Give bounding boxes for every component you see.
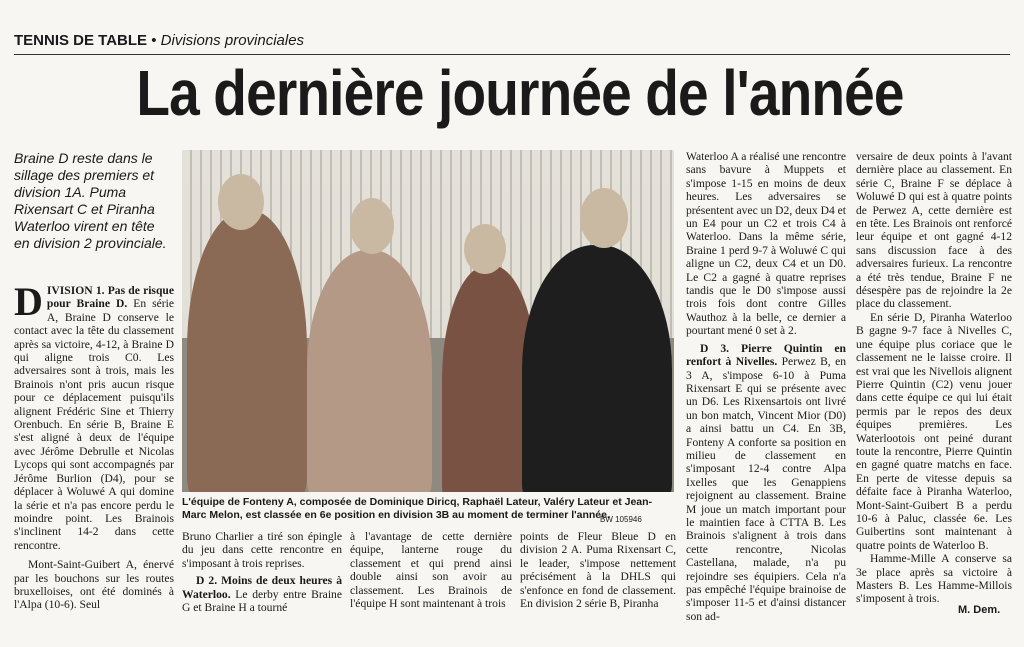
paragraph-text: Le derby entre Braine G et Braine H a tourné [182,587,342,615]
paragraph: points de Fleur Bleue D en division 2 A. Puma Rixensart C, le leader, s'impose nettement précisément à la DHLS qui s'enfonce en fond de classement. En division 2 série B, Piranha [520,530,676,611]
article-column-4 [520,530,676,610]
paragraph: à l'avantage de cette dernière équipe, lanterne rouge du classement et qui prend ainsi double ainsi son avoir au classement. Les Brainois de l'équipe H sont maintenant à trois [350,530,512,611]
paragraph: Hamme-Mille A conserve sa 3e place après sa victoire à Masters B. Les Hamme-Millois s'imposent à trois. [856,552,1012,606]
paragraph-text: Perwez B, en 3 A, s'impose 6-10 à Puma Rixensart E qui se présente avec un D6. Les Rixensartois ont livré un bon match, Vincent Mior (D0) a ainsi battu un C4. En 3B, Fonteny A conforte sa position en milieu de classement en s'imposant 12-4 contre Alpa Ixelles que les Genappiens rejoignent au classement. Braine M joue un match important pour le maintien face à CTTA B. Les Brainois s'alignent à trois dans cette rencontre, Nicolas Castellana, malade, n'a pu rejoindre ses équipiers. Cela n'a pas empêché l'équipe brainoise de s'imposer 11-5 et d'ainsi distancer son ad- [686,355,847,623]
paragraph: versaire de deux points à l'avant dernière place au classement. En série C, Braine F se déplace à Woluwé D qui est à quatre points de Perwez A, cette dernière est en tête. Les Brainois ont renforcé leur équipe et ont gagné 4-12 sans discussion face à des adversaires furieux. La rencontre a été très tendue, Braine F ne désespère pas de rejoindre la 2e place du classement. [856,150,1012,311]
lead-paragraph: Braine D reste dans le sillage des premiers et division 1A. Puma Rixensart C et Piranha Waterloo virent en tête en division 2 provinciale. [14,150,167,251]
subheading: D 3. Pierre Quintin en renfort à Nivelles. [686,341,846,369]
person-1 [187,210,307,492]
photo-credit: BW 105946 [600,515,642,524]
paragraph [182,574,342,614]
person-3-head [464,224,506,274]
subheading: D 2. Moins de deux heures à Waterloo. [182,574,342,601]
rubric-bullet: • [151,32,157,49]
photo-caption: L'équipe de Fonteny A, composée de Dominique Diricq, Raphaël Lateur, Valéry Lateur et Jean-Marc Melon, est classée en 6e position en division 3B au moment de terminer l'année. [182,496,653,521]
article-column-1 [14,279,175,612]
drop-cap: D [14,279,43,324]
article-column-5 [686,150,846,623]
paragraph: Bruno Charlier a tiré son épingle du jeu dans cette rencontre en s'imposant à trois reprises. [182,530,342,570]
person-1-head [218,174,264,230]
article-column-6 [856,150,1012,606]
paragraph [14,279,175,552]
section-rubric [14,32,304,49]
subheading: IVISION 1. Pas de risque pour Braine D. [46,284,174,311]
article-column-3 [350,530,512,610]
team-photo [182,150,674,492]
headline: La dernière journée de l'année [136,57,904,129]
paragraph [686,342,846,624]
person-2-head [350,198,394,254]
section-name: TENNIS DE TABLE [14,32,148,49]
paragraph: Mont-Saint-Guibert A, énervé par les bouchons sur les routes bruxelloises, ont été dominés à l'Alpa (10-6). Seul [14,558,174,612]
paragraph: En série D, Piranha Waterloo B gagne 9-7 face à Nivelles C, une équipe plus coriace que le classement ne le laisse croire. Il est vrai que les Nivellois alignent Pierre Quintin (C2) venu jouer dans cette équipe ce qui lui était permis par le repos des deux équipes premières. Les Waterlootois ont peiné durant toute la rencontre, Pierre Quintin en gagné quatre matchs en face. En perte de vitesse depuis sa défaite face à Piranha Waterloo, Mont-Saint-Guibert B a perdu 10-6 à Paluc, classée 6e. Les Guibertins sont maintenant à quatre points de Waterloo B. [856,310,1012,552]
paragraph: Waterloo A a réalisé une rencontre sans bavure à Muppets et s'impose 1-15 en moins de deux heures. Les adversaires se présentent avec un D2, deux D4 et un E4 pour un C2 et trois C4 à Waterloo. Dans la même série, Braine 1 perd 9-7 à Woluwé C qui aligne un C2, deux C4 et un D0. Le C2 a gagné à quatre reprises tandis que le D0 s'impose aussi trois fois dont contre Gilles Wauthoz à la belle, ce dernier a pourtant mené 0 set à 2. [686,150,847,338]
person-4-head [580,188,628,248]
paragraph-text: En série A, Braine D conserve le contact avec la tête du classement après sa victoire, 4-12, à Braine D qui aligne trois C0. Les adversaires sont à trois, mais les Brainois n'ont pris aucun risque pour ce déplacement puisqu'ils alignent Frédéric Sine et Thierry Orenbuch. En série B, Braine E s'est aligné à deux de l'équipe avec Jérôme Debrulle et Nicolas Lycops qui sont accompagnés par Jérôme Burlion (D4), pour se déplacer à Woluwé A qui domine la série et n'a pas encore perdu le moindre point. Les Brainois s'inclinent 14-2 dans cette rencontre. [14,297,175,552]
article-column-2 [182,530,342,614]
subsection-name: Divisions provinciales [160,32,305,49]
person-2 [307,250,432,492]
person-4 [522,245,672,492]
author-signature: M. Dem. [958,604,1001,616]
